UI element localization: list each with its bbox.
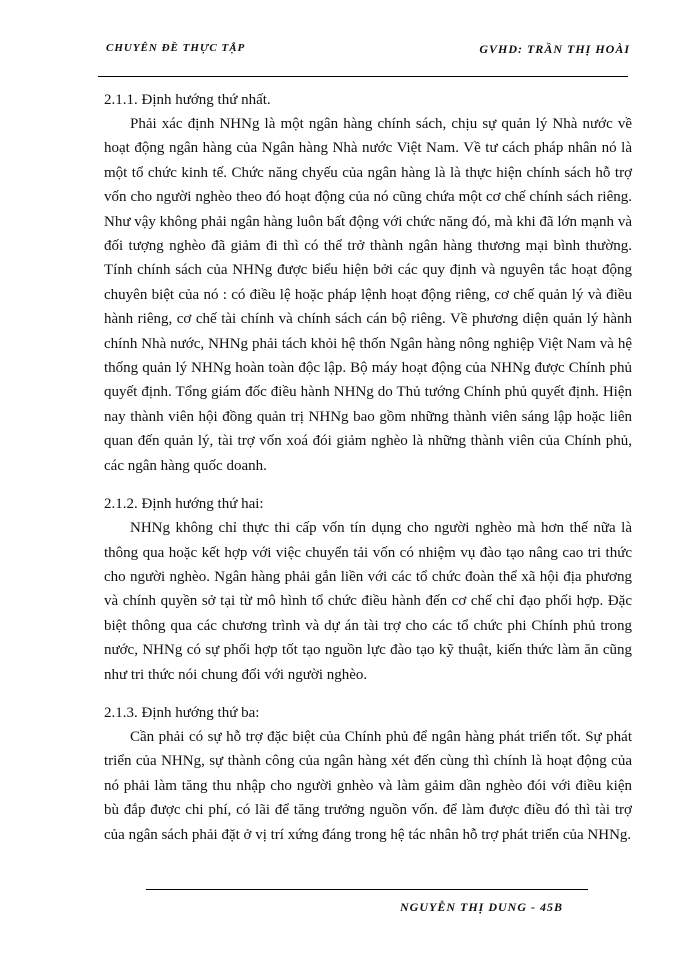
- footer-divider: [146, 889, 588, 890]
- section-gap: [104, 478, 632, 492]
- page-header: [98, 42, 630, 64]
- section-title-1: 2.1.1. Định hướng thứ nhất.: [104, 92, 271, 108]
- section-gap: [104, 687, 632, 701]
- section-paragraph-3: Cần phải có sự hỗ trợ đặc biệt của Chính phủ để ngân hàng phát triển tốt. Sự phát triển của NHNg, sự thành công của ngân hàng xét đến cùng thì chính là hoạt động của nó phải làm tăng thu nhập cho người gnhèo và làm gảim dần nghèo đói với điều kiện bù đắp được chi phí, có lãi để tăng trưởng nguồn vốn. để làm được điều đó thì tài trợ của ngân sách phải đặt ở vị trí xứng đáng trong hệ tác nhân hỗ trợ phát triển của NHNg.: [104, 728, 632, 843]
- header-left-text: CHUYÊN ĐỀ THỰC TẬP: [106, 42, 246, 54]
- section-paragraph-2: NHNg không chỉ thực thi cấp vốn tín dụng cho người nghèo mà hơn thế nữa là thông qua hoặc kết hợp với việc chuyển tải vốn có nhiệm vụ đào tạo nâng cao tri thức cho người nghèo. Ngân hàng phải gắn liền với các tổ chức đoàn thể xã hội địa phương và chính quyền sở tại từ mô hình tổ chức điều hành đến cơ chế chỉ đạo phối hợp. Đặc biệt thông qua các chương trình và dự án tài trợ cho các tổ chức phi Chính phủ trong nước, NHNg có sự phối hợp tốt tạo nguồn lực đào tạo kỹ thuật, kiến thức làm ăn cũng như tri thức nói chung đối với người nghèo.: [104, 520, 632, 683]
- header-divider: [98, 76, 628, 77]
- document-body: [104, 88, 632, 847]
- section-title-2: 2.1.2. Định hướng thứ hai:: [104, 496, 264, 513]
- header-right-text: GVHD: TRẦN THỊ HOÀI: [479, 42, 630, 56]
- section-title-3: 2.1.3. Định hướng thứ ba:: [104, 704, 260, 721]
- page-footer: NGUYỄN THỊ DUNG - 45B: [400, 900, 563, 914]
- section-paragraph-1: Phải xác định NHNg là một ngân hàng chính sách, chịu sự quản lý Nhà nước về hoạt động ngân hàng của Ngân hàng Nhà nước Việt Nam. Về tư cách pháp nhân nó là một tổ chức kinh tế. Chức năng chyếu của ngân hàng là là thực hiện chính sách hỗ trợ vốn cho người nghèo theo đó hoạt động của nó cũng chứa một cơ chế chính sách riêng. Như vậy không phải ngân hàng luôn bất động với chức năng đó, mà khi đã lớn mạnh và đối tượng nghèo đã giảm đi thì có thể trở thành ngân hàng thương mại bình thường. Tính chính sách của NHNg được biểu hiện bởi các quy định và nguyên tắc hoạt động chuyên biệt của nó : có điều lệ hoặc pháp lệnh hoạt động riêng, cơ chế quản lý và điều hành riêng, cơ chế tài chính và chính sách cán bộ riêng. Về phương diện quản lý hành chính Nhà nước, NHNg phải tách khỏi hệ thốn Ngân hàng nông nghiệp Việt Nam và hệ thống quản lý NHNg hoàn toàn độc lập. Bộ máy hoạt động của NHNg được Chính phủ quyết định. Tổng giám đốc điều hành NHNg do Thủ tướng Chính phủ quyết định. Hiện nay thành viên hội đồng quản trị NHNg bao gồm những thành viên sáng lập hoặc liên quan đến quản lý, tài trợ vốn xoá đói giảm nghèo là những thành viên của Chính phủ, các ngân hàng quốc doanh.: [104, 116, 632, 474]
